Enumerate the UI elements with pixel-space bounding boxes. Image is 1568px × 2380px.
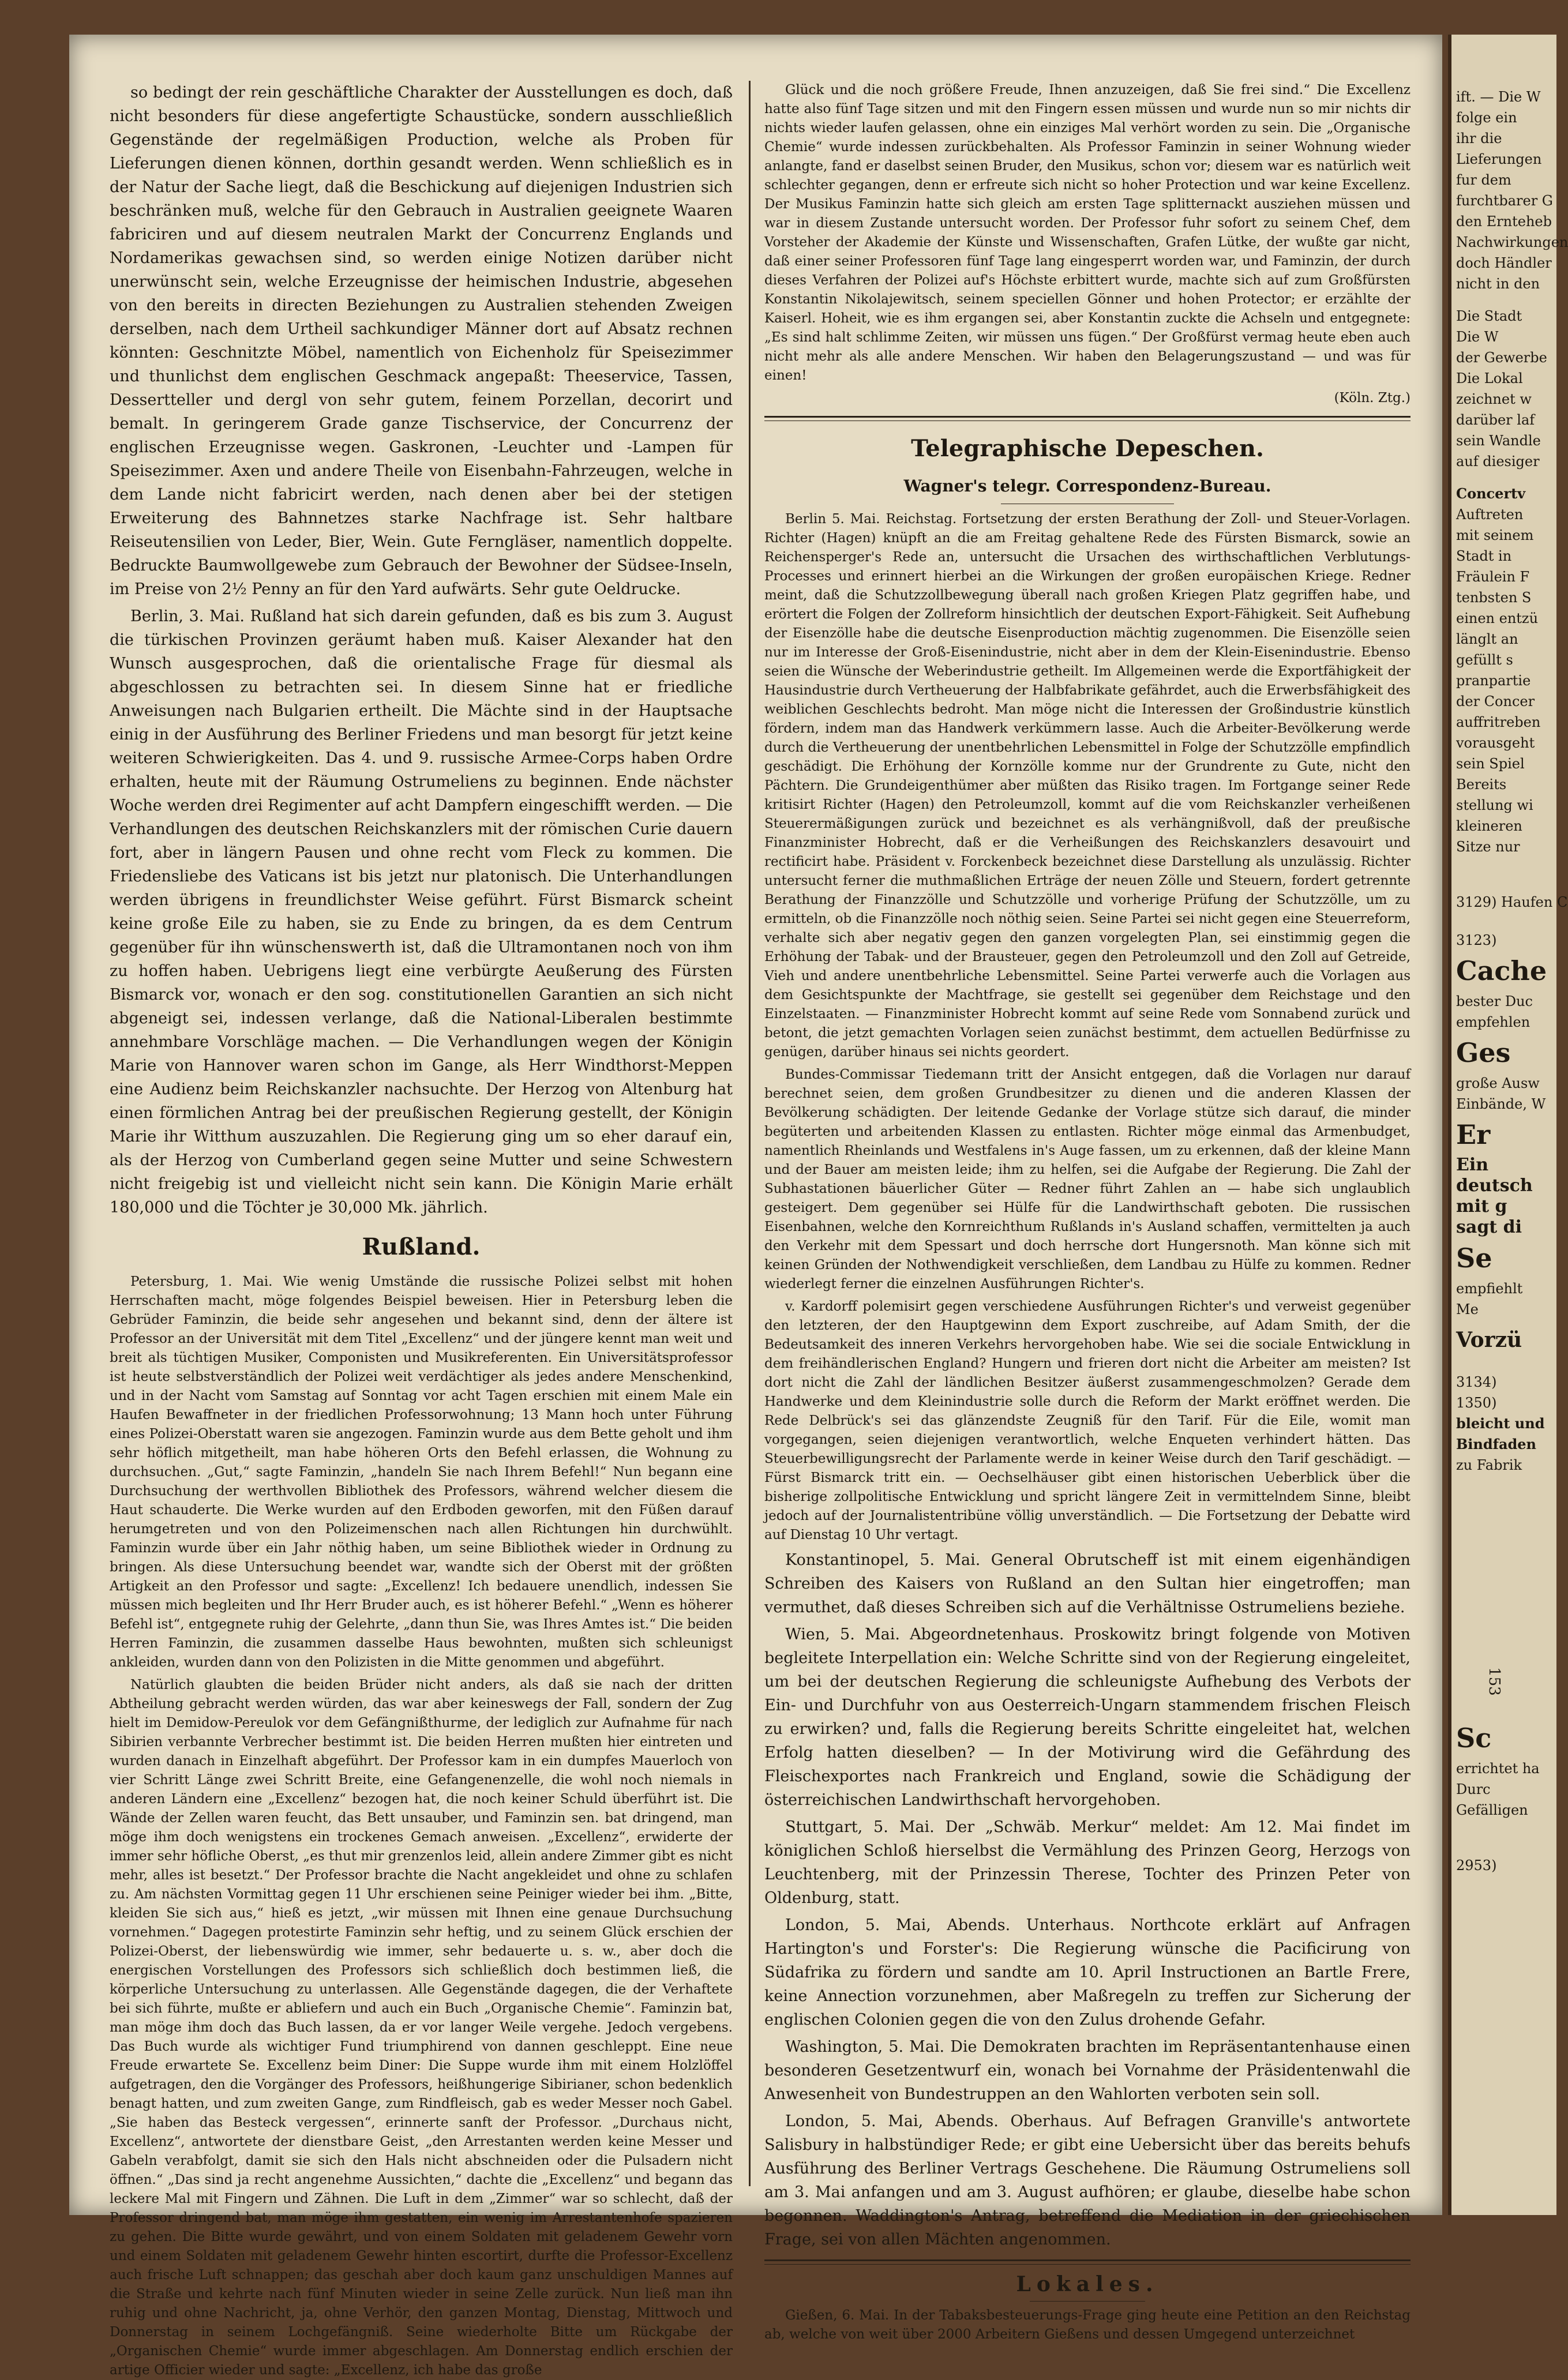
adjacent-line: furchtbarer G [1456, 193, 1553, 209]
dispatch-wien: Wien, 5. Mai. Abgeordnetenhaus. Proskowitz bringt folgende von Motiven begleitete Interpellation ein: Welche Schritte sind von der Regierung eingeleitet, um bei der deutschen Regierung die schleunigste Aufhebung des Verbots der Ein- und Durchfuhr von aus Oesterreich-Ungarn stammendem frischen Fleisch zu erwirken? und, falls die Regierung bereits Schritte eingeleitet hat, welchen Erfolg hatten dieselben? — In der Motivirung wird die Gefährdung des Fleischexportes nach Frankreich und England, sowie die Schädigung der österreichischen Landwirthschaft hervorgehoben. [764, 1626, 1411, 1809]
adjacent-line: Concertv [1456, 485, 1526, 502]
ad-fragment: Er [1456, 1119, 1491, 1150]
ad-fragment: Durc [1456, 1781, 1491, 1797]
ad-fragment: bleicht und [1456, 1415, 1545, 1432]
adjacent-line: folge ein [1456, 110, 1517, 126]
adjacent-line: vorausgeht [1456, 735, 1535, 751]
section-divider [764, 416, 1411, 421]
ad-fragment: große Ausw [1456, 1075, 1540, 1091]
newspaper-page [69, 35, 1442, 2378]
adjacent-page-edge [1448, 35, 1568, 2215]
ad-fragment: deutsch [1456, 1176, 1533, 1196]
ad-fragment: Sc [1456, 1722, 1492, 1754]
section-divider-lokales [764, 2259, 1411, 2265]
adjacent-line: Sitze nur [1456, 839, 1520, 855]
section-heading-telegraphische-depeschen: Telegraphische Depeschen. [911, 435, 1264, 462]
adjacent-line: Die Lokal [1456, 370, 1523, 386]
adjacent-line: auffritreben [1456, 714, 1541, 730]
ad-fragment: zu Fabrik [1456, 1457, 1522, 1473]
adjacent-line: kleineren [1456, 818, 1522, 834]
ad-fragment: Vorzü [1456, 1328, 1522, 1352]
dispatch-london-oberhaus: London, 5. Mai, Abends. Oberhaus. Auf Befragen Granville's antwortete Salisbury in halbstündiger Rede; er gibt eine Uebersicht über das bereits behufs Ausführung des Berliner Vertrags Geschehene. Die Räumung Ostrumeliens soll am 3. Mai anfangen und am 3. August aufhören; er glaube, dieselbe habe schon begonnen. Waddington's Antrag, betreffend die Mediation in der griechischen Frage, sei von allen Mächten angenommen. [764, 2112, 1411, 2248]
ad-fragment: empfiehlt [1456, 1281, 1523, 1297]
page-number: 153 [1485, 1667, 1503, 1696]
adjacent-line: tenbsten S [1456, 590, 1532, 606]
article-berlin-3-mai: Berlin, 3. Mai. Rußland hat sich darein gefunden, daß es bis zum 3. August die türkischen Provinzen geräumt haben muß. Kaiser Alexander hat den Wunsch ausgesprochen, daß die orientalische Frage für diesmal als abgeschlossen zu betrachten sei. In diesem Sinne hat er friedliche Anweisungen nach Bulgarien ertheilt. Die Mächte sind in der Hauptsache einig in der Ausführung des Berliner Friedens und man besorgt für jetzt keine weiteren Schwierigkeiten. Das 4. und 9. russische Armee-Corps haben Ordre erhalten, heute mit der Räumung Ostrumeliens zu beginnen. Ende nächster Woche werden drei Regimenter auf acht Dampfern eingeschifft werden. — Die Verhandlungen des deutschen Reichskanzlers mit der römischen Curie dauern fort, aber in längern Pausen und ohne recht vom Fleck zu kommen. Die Friedensliebe des Vaticans ist bis jetzt nur platonisch. Die Unterhandlungen werden übrigens in freundlichster Weise geführt. Fürst Bismarck scheint keine große Eile zu haben, sie zu Ende zu bringen, da es dem Centrum gegenüber für ihn wünschenswerth ist, daß die Ultramontanen noch von ihm zu hoffen haben. Uebrigens liegt eine verbürgte Aeußerung des Fürsten Bismarck vor, wonach er den sog. constitutionellen Garantien an sich nicht abgeneigt sei, indessen verlange, daß die National-Liberalen bestimmte annehmbare Vorschläge machen. — Die Verhandlungen wegen der Königin Marie von Hannover waren schon im Gange, als Herr Windthorst-Meppen eine Audienz beim Reichskanzler nachsuchte. Der Herzog von Altenburg hat einen förmlichen Antrag bei der preußischen Regierung gestellt, der Königin Marie ihr Witthum auszuzahlen. Die Regierung ging um so eher darauf ein, als der Herzog von Cumberland gegen seine Mutter und seine Schwestern nicht freigebig ist und vielleicht nicht sein kann. Die Königin Marie erhält 180,000 und die Töchter je 30,000 Mk. jährlich. [110, 607, 733, 1217]
adjacent-line: pranpartie [1456, 673, 1531, 689]
adjacent-line: nicht in den [1456, 276, 1540, 292]
ad-fragment: bester Duc [1456, 993, 1533, 1009]
dispatch-london-unterhaus: London, 5. Mai, Abends. Unterhaus. Northcote erklärt auf Anfragen Hartington's und Forster's: Die Regierung wünsche die Pacificirung von Südafrika zu fördern und sandte am 10. April Instructionen an Bartle Frere, keine Annection vorzunehmen, aber Maßregeln zu treffen zur Sicherung der englischen Colonien gegen die von den Zulus drohende Gefahr. [764, 1916, 1411, 2029]
section-heading-lokales: Lokales. [1016, 2272, 1159, 2296]
short-divider-lokales [1030, 2301, 1145, 2302]
adjacent-line: der Gewerbe [1456, 350, 1547, 366]
ad-fragment: 1350) [1456, 1395, 1497, 1411]
ad-fragment: Gefälligen [1456, 1802, 1528, 1818]
adjacent-line: Bereits [1456, 776, 1507, 793]
ad-fragment: Ein [1456, 1155, 1489, 1175]
ad-fragment: Me [1456, 1301, 1479, 1317]
adjacent-line: Lieferungen [1456, 151, 1542, 167]
dispatch-tiedemann: Bundes-Commissar Tiedemann tritt der Ansicht entgegen, daß die Vorlagen nur darauf berechnet seien, dem großen Grundbesitzer zu dienen und die anderen Klassen der Bevölkerung schädigten. Der leitende Gedanke der Vorlage stütze sich darauf, die minder begüterten und arbeitenden Klassen zu entlasten. Richter möge einmal das Armenbudget, namentlich Rheinlands und Westfalens in's Auge fassen, um zu erkennen, daß der kleine Mann und der Bauer am meisten leide; ihm zu helfen, sei die Aufgabe der Regierung. Die Zahl der Subhastationen bäuerlicher Güter — Redner führt Zahlen an — habe sich unglaublich gesteigert. Dem gegenüber sei Hülfe für die Landwirthschaft geboten. Die russischen Eisenbahnen, welche den Kornreichthum Rußlands in's Ausland schaffen, vermittelten ja auch den Verkehr mit dem Spessart und doch herrsche dort Hungersnoth. Man könne sich mit keinen Gründen der Nothwendigkeit verschließen, dem Landbau zu Hülfe zu kommen. Redner wiederlegt ferner die einzelnen Ausführungen Richter's. [764, 1067, 1411, 1292]
ad-fragment: 3134) [1456, 1374, 1497, 1390]
adjacent-ads [1451, 892, 1568, 1876]
dispatch-konstantinopel: Konstantinopel, 5. Mai. General Obrutscheff ist mit einem eigenhändigen Schreiben des Kaisers von Rußland an den Sultan hier eingetroffen; man vermuthet, daß dieses Schreiben sich auf die Verhältnisse Ostrumeliens beziehe. [764, 1551, 1411, 1616]
source-attribution: (Köln. Ztg.) [1334, 391, 1411, 406]
ad-fragment: sagt di [1456, 1217, 1522, 1237]
adjacent-line: stellung wi [1456, 797, 1533, 813]
dispatch-stuttgart: Stuttgart, 5. Mai. Der „Schwäb. Merkur“ meldet: Am 12. Mai findet im königlichen Schloß hierselbst die Vermählung des Prinzen Georg, Herzogs von Leuchtenberg, mit der Prinzessin Therese, Tochter des Prinzen Peter von Oldenburg, statt. [764, 1818, 1411, 1907]
ad-fragment: mit g [1456, 1196, 1507, 1217]
article-petersburg-part1: Petersburg, 1. Mai. Wie wenig Umstände die russische Polizei selbst mit hohen Herrschaften macht, möge folgendes Beispiel beweisen. Hier in Petersburg leben die Gebrüder Faminzin, die beide sehr angesehen und bekannt sind, denn der ältere ist Professor an der Universität mit dem Titel „Excellenz“ und der jüngere kennt man weit und breit als tüchtigen Musiker, Componisten und Musikreferenten. Ein Universitätsprofessor ist heute selbstverständlich der Polizei weit verdächtiger als jedes andere Menschenkind, und in der Nacht vom Samstag auf Sonntag vor acht Tagen erschien mit einem Male ein Haufen Bewaffneter in der friedlichen Professorwohnung; 13 Mann hoch unter Führung eines Polizei-Oberstatt waren sie angezogen. Faminzin wurde aus dem Bette geholt und ihm sehr höflich mitgetheilt, man habe höheren Orts den Befehl erlassen, die Wohnung zu durchsuchen. „Gut,“ sagte Faminzin, „handeln Sie nach Ihrem Befehl!“ Nun begann eine Durchsuchung der werthvollen Bibliothek des Professors, während welcher diesem die Haut schauderte. Die Werke wurden auf den Erdboden geworfen, mit den Füßen darauf herumgetreten und von den Polizeimenschen nach allen Richtungen hin durchwühlt. Faminzin wurde über ein Jahr nöthig haben, um seine Bibliothek wieder in Ordnung zu bringen. Als diese Untersuchung beendet war, wandte sich der Oberst mit der größten Artigkeit an den Professor und sagte: „Excellenz! Ich bedauere unendlich, indessen Sie müssen mich begleiten und Ihr Herr Bruder auch, es ist höherer Befehl.“ „Wenn es höherer Befehl ist“, entgegnete ruhig der Gelehrte, „dann thun Sie, was Ihres Amtes ist.“ Die beiden Herren Faminzin, die zusammen dasselbe Haus bewohnten, mußten sich schleunigst ankleiden, wurden dann von den Polizisten in die Mitte genommen und abgeführt. [110, 1274, 733, 1670]
adjacent-line: ihr die [1456, 130, 1502, 147]
ad-fragment: Se [1456, 1242, 1492, 1274]
adjacent-line: der Concer [1456, 693, 1535, 710]
adjacent-line: Stadt in [1456, 548, 1512, 564]
ad-fragment: 3129) Haufen C [1456, 894, 1568, 910]
ad-fragment: empfehlen [1456, 1014, 1531, 1030]
adjacent-line: gefüllt s [1456, 652, 1513, 668]
adjacent-line: ift. — Die W [1456, 89, 1541, 105]
adjacent-line: den Ernteheb [1456, 213, 1552, 230]
adjacent-line: Auftreten [1456, 506, 1524, 523]
adjacent-line: auf diesiger [1456, 453, 1540, 470]
ad-fragment: errichtet ha [1456, 1760, 1540, 1777]
ad-fragment: Ges [1456, 1037, 1511, 1068]
adjacent-line: Nachwirkungen [1456, 234, 1568, 250]
right-column [764, 81, 1411, 2342]
article-australia-exhibition: so bedingt der rein geschäftliche Charakter der Ausstellungen es doch, daß nicht besonders für diese angefertigte Schaustücke, sondern ausschließlich Gegenstände der regelmäßigen Production, welche als Proben für Lieferungen dienen können, dorthin gesandt werden. Wenn schließlich es in der Natur der Sache liegt, daß die Beschickung auf diejenigen Industrien sich beschränken muß, welche für den Gebrauch in Australien geeignete Waaren fabriciren und auf diesem neutralen Markt der Concurrenz Englands und Nordamerikas gewachsen sind, so werden einige Notizen darüber nicht unerwünscht sein, welche Erzeugnisse der heimischen Industrie, abgesehen von den bereits in directen Beziehungen zu Australien stehenden Zweigen derselben, nach dem Urtheil sachkundiger Männer dort auf Absatz rechnen könnten: Geschnitzte Möbel, namentlich von Eichenholz für Speisezimmer und thunlichst dem englischen Geschmack angepaßt: Theeservice, Tassen, Dessertteller und dergl von sehr gutem, feinem Porzellan, decorirt und bemalt. In geringerem Grade ganze Tischservice, der Concurrenz der englischen Erzeugnisse wegen. Gaskronen, -Leuchter und -Lampen für Speisezimmer. Axen und andere Theile von Eisenbahn-Fahrzeugen, welche in dem Lande nicht fabricirt werden, nach denen aber bei der stetigen Erweiterung des Bahnnetzes starke Nachfrage ist. Sehr haltbare Reiseutensilien von Leder, Bier, Wein. Gute Ferngläser, namentlich doppelte. Bedruckte Baumwollgewebe zum Gebrauch der Bewohner der Südsee-Inseln, im Preise von 2½ Penny an für den Yard aufwärts. Sehr gute Oeldrucke. [110, 84, 733, 598]
article-petersburg-part2: Natürlich glaubten die beiden Brüder nicht anders, als daß sie nach der dritten Abtheilung gebracht werden würden, das war aber keineswegs der Fall, sondern der Zug hielt im Demidow-Pereulok vor dem Gefängnißthurme, der lediglich zur Aufnahme für nach Sibirien verbannte Verbrecher bestimmt ist. Die beiden Herren mußten hier eintreten und wurden danach in Einzelhaft abgeführt. Der Professor kam in ein dumpfes Mauerloch von vier Schritt Länge zwei Schritt Breite, eine Gefangenenzelle, die wohl noch niemals in anderen Ländern eine „Excellenz“ bezogen hat, die noch keiner Schuld überführt ist. Die Wände der Zellen waren feucht, das Bett unsauber, und Faminzin sen. bat dringend, man möge ihm doch wenigstens ein trockenes Gemach anweisen. „Excellenz“, erwiderte der immer sehr höfliche Oberst, „es thut mir grenzenlos leid, allein andere Zimmer gibt es nicht mehr, alles ist besetzt.“ Der Professor brachte die Nacht angekleidet und ohne zu schlafen zu. Am nächsten Vormittag gegen 11 Uhr erschienen seine Peiniger wieder bei ihm. „Bitte, kleiden Sie sich aus,“ hieß es jetzt, „wir müssen mit Ihnen eine genaue Durchsuchung vornehmen.“ Dagegen protestirte Faminzin sehr heftig, und zu seinem Glück erschien der Polizei-Oberst, der liebenswürdig wie immer, sehr bedauerte u. s. w., aber doch die energischen Vorstellungen des Professors sich schließlich doch bestimmen ließ, die körperliche Untersuchung zu unterlassen. Alle Gegenstände dagegen, die der Verhaftete bei sich führte, mußte er abliefern und auch ein Buch „Organische Chemie“. Faminzin bat, man möge ihm doch das Buch lassen, da er vor langer Weile vergehe. Jedoch vergebens. Das Buch wurde als wichtiger Fund triumphirend von dannen geschleppt. Eine neue Freude erwartete Se. Excellenz beim Diner: Die Suppe wurde ihm mit einem Holzlöffel aufgetragen, den die Vorgänger des Professors, heißhungerige Sibirianer, schon bedenklich benagt hatten, und zum zweiten Gange, zum Rindfleisch, gab es weder Messer noch Gabel. „Sie haben das Besteck vergessen“, erinnerte sanft der Professor. „Durchaus nicht, Excellenz“, antwortete der dienstbare Geist, „den Arrestanten werden keine Messer und Gabeln verabfolgt, damit sie sich den Hals nicht abschneiden oder die Pulsadern nicht öffnen.“ „Das sind ja recht angenehme Aussichten,“ dachte die „Excellenz“ und begann das leckere Mal mit Fingern und Zähnen. Die Luft in dem „Zimmer“ war so schlecht, daß der Professor dringend bat, man möge ihm gestatten, ein wenig im Arrestantenhofe spazieren zu gehen. Die Bitte wurde gewährt, und von einem Soldaten mit geladenem Gewehr vorn und einem Soldaten mit geladenem Gewehr hinten escortirt, durfte die Professor-Excellenz auch frische Luft schnappen; das geschah aber doch kaum ganz unschuldigen Mannes auf die Straße und kehrte nach fünf Minuten wieder in seine Zelle zurück. Nun ließ man ihn ruhig und ohne Nachricht, ja, ohne Verhör, den ganzen Montag, Dienstag, Mittwoch und Donnerstag in seinem Lochgefängniß. Seine wiederholte Bitte um Rückgabe der „Organischen Chemie“ wurde immer abgeschlagen. Am Donnerstag endlich erschien der artige Officier wieder und sagte: „Excellenz, ich habe das große [110, 1677, 733, 2378]
adjacent-line: fur dem [1456, 172, 1511, 188]
adjacent-page-text [1451, 35, 1568, 1876]
adjacent-line: sein Spiel [1456, 756, 1525, 772]
article-giessen: Gießen, 6. Mai. In der Tabaksbesteuerungs-Frage ging heute eine Petition an den Reichstag ab, welche von weit über 2000 Arbeitern Gießens und dessen Umgegend unterzeichnet [764, 2308, 1411, 2342]
adjacent-line: sein Wandle [1456, 433, 1541, 449]
section-heading-russland: Rußland. [362, 1233, 481, 1260]
adjacent-line: Fräulein F [1456, 569, 1530, 585]
adjacent-line: einen entzü [1456, 610, 1539, 626]
adjacent-line: zeichnet w [1456, 391, 1532, 407]
ad-fragment: Bindfaden [1456, 1436, 1537, 1452]
column-divider [749, 81, 751, 2186]
ad-fragment: 3123) [1456, 932, 1497, 948]
left-column [110, 81, 733, 2378]
adjacent-line: darüber laf [1456, 412, 1535, 428]
ad-fragment: 2953) [1456, 1857, 1497, 1874]
adjacent-line: doch Händler [1456, 255, 1552, 271]
adjacent-line: Die W [1456, 329, 1499, 345]
ad-fragment: Einbände, W [1456, 1096, 1546, 1112]
adjacent-line: Die Stadt [1456, 308, 1522, 324]
adjacent-line: mit seinem [1456, 527, 1534, 543]
dispatch-washington: Washington, 5. Mai. Die Demokraten brachten im Repräsentantenhause einen besonderen Gesetzentwurf ein, wonach bei Vornahme der Präsidentenwahl die Anwesenheit von Bundestruppen an den Wahlorten verboten sein soll. [764, 2038, 1411, 2103]
ad-fragment: Cache [1456, 955, 1547, 986]
dispatch-berlin-reichstag: Berlin 5. Mai. Reichstag. Fortsetzung der ersten Berathung der Zoll- und Steuer-Vorlagen. Richter (Hagen) knüpft an die am Freitag gehaltene Rede des Fürsten Bismarck, sowie an Reichensperger's Rede an, untersucht die Ursachen des wirthschaftlichen Verblutungs-Processes und erinnert hierbei an die Wirkungen der großen europäischen Kriege. Redner meint, daß die Schutzzollbewegung überall nach großen Kriegen Platz gegriffen habe, und erörtert die Folgen der Zollreform hinsichtlich der deutschen Export-Fähigkeit. Seit Aufhebung der Eisenzölle habe die deutsche Eisenproduction mächtig zugenommen. Die Eisenzölle seien nur im Interesse der Groß-Eisenindustrie, nicht aber in dem der Klein-Eisenindustrie. Ebenso seien die Wünsche der Weberindustrie getheilt. Im Allgemeinen werde die Exportfähigkeit der Hausindustrie durch Vertheuerung der Halbfabrikate gefährdet, auch die Erwerbsfähigkeit des weiblichen Geschlechts bedroht. Man möge nicht die Interessen der Großindustrie künstlich fördern, indem man das Handwerk verkümmern lasse. Auch die Arbeiter-Bevölkerung werde durch die Vertheuerung der unentbehrlichen Lebensmittel in Folge der Schutzzölle empfindlich geschädigt. Die Erhöhung der Kornzölle komme nur der Grundrente zu Gute, nicht den Pächtern. Die Grundeigenthümer aber müßten das Risiko tragen. Im Fortgange seiner Rede kritisirt Richter (Hagen) den Petroleumzoll, kommt auf die vom Reichskanzler verheißenen Steuerermäßigungen zurück und bezeichnet es als verhängnißvoll, daß der preußische Finanzminister Hobrecht, daß er die Verheißungen des Reichskanzlers desavouirt und rectificirt habe. Präsident v. Forckenbeck bezeichnet diese Darstellung als unzulässig. Richter untersucht ferner die muthmaßlichen Erträge der neuen Zölle und Steuern, fordert getrennte Berathung der Finanzzölle und Schutzzölle und vorherige Prüfung der Schutzzölle, um zu ermitteln, ob die Finanzzölle noch nöthig seien. Seine Partei sei nicht gegen eine Steuerreform, verhalte sich aber negativ gegen den ganzen vorgelegten Plan, sei einstimmig gegen die Erhöhung der Tabak- und der Brausteuer, gegen den Petroleumzoll und den Zoll auf Getreide, Vieh und andere unentbehrliche Lebensmittel. Seine Partei verwerfe auch die Vorlagen aus dem Gesichtspunkte der Machtfrage, sie gestellt sei gegenüber dem Reichstage und den Einzelstaaten. — Finanzminister Hobrecht kommt auf seine Rede vom Sonnabend zurück und betont, die jetzt gemachten Vorlagen seien zunächst bestimmt, dem actuellen Bedürfnisse zu genügen, darüber hinaus sei nichts geordert. [764, 512, 1411, 1060]
dispatch-kardorff: v. Kardorff polemisirt gegen verschiedene Ausführungen Richter's und verweist gegenüber den letzteren, der den Hauptgewinn dem Export zuschreibe, auf Adam Smith, der die Bedeutsamkeit des inneren Verkehrs hervorgehoben habe. Wie sei die sociale Entwicklung in dem freihändlerischen England? Hungern und frieren dort nicht die Arbeiter am meisten? Ist dort nicht die Zahl der ländlichen Besitzer äußerst zusammengeschmolzen? Gerade dem Handwerke und dem Kleinindustrie solle durch die Reform der Markt eröffnet werden. Die Rede Delbrück's sei das glänzendste Zeugniß für den Tarif. Für die Eile, womit man vorgegangen, seien diejenigen verantwortlich, welche Enqueten verhindert hätten. Das Steuerbewilligungsrecht der Parlamente werde in keiner Weise durch den Tarif geschädigt. — Fürst Bismarck tritt ein. — Oechselhäuser gibt einen historischen Ueberblick über die bisherige zollpolitische Entwicklung und spricht längere Zeit in vermittelndem Sinne, bleibt jedoch auf der Journalistentribüne völlig unverständlich. — Die Fortsetzung der Debatte wird auf Dienstag 10 Uhr vertagt. [764, 1299, 1411, 1542]
section-subheading-bureau: Wagner's telegr. Correspondenz-Bureau. [903, 476, 1271, 495]
article-petersburg-continued: Glück und die noch größere Freude, Ihnen anzuzeigen, daß Sie frei sind.“ Die Excellenz hatte also fünf Tage sitzen und mit den Fingern essen müssen und wurde nun so mir nichts dir nichts wieder laufen gelassen, ohne ein einziges Mal verhört worden zu sein. Die „Organische Chemie“ wurde indessen zurückbehalten. Als Professor Faminzin in seiner Wohnung wieder anlangte, fand er daselbst seinen Bruder, den Musikus, schon vor; diesem war es natürlich weit schlechter gegangen, denn er erfreute sich nicht so hoher Protection und war keine Excellenz. Der Musikus Faminzin hatte sich gleich am ersten Tage splitternackt ausziehen müssen und war in diesem Zustande untersucht worden. Der Professor fuhr sofort zu seinem Chef, dem Vorsteher der Akademie der Künste und Wissenschaften, Grafen Lütke, der wußte gar nicht, daß einer seiner Professoren fünf Tage lang eingesperrt worden war, und Faminzin, der durch dieses Verfahren der Polizei auf's Höchste erbittert wurde, machte sich auf zum Großfürsten Konstantin Nikolajewitsch, seinem speciellen Gönner und hohen Protector; er erzählte der Kaiserl. Hoheit, wie es ihm ergangen sei, aber Konstantin zuckte die Achseln und entgegnete: „Es sind halt schlimme Zeiten, wir müssen uns fügen.“ Der Großfürst vermag heute eben auch nicht mehr als alle andere Menschen. Wir haben den Belagerungszustand — und was für einen! [764, 82, 1411, 383]
adjacent-line: länglt an [1456, 631, 1518, 647]
